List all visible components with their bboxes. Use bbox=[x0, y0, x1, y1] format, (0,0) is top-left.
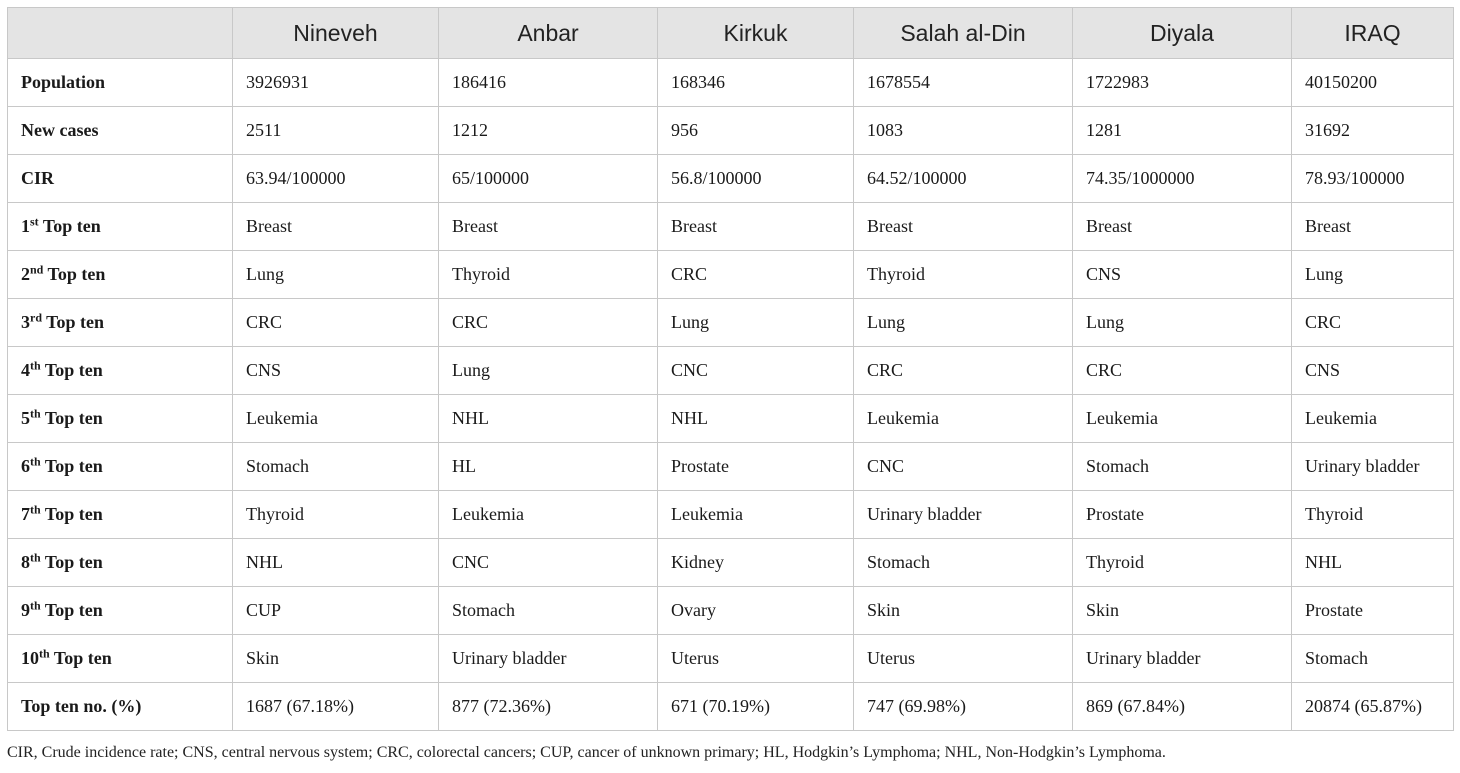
table-cell: 1722983 bbox=[1073, 59, 1292, 107]
row-label-ordinal: th bbox=[30, 598, 41, 613]
table-cell: CRC bbox=[1292, 299, 1454, 347]
table-cell: Breast bbox=[1292, 203, 1454, 251]
row-label-text: 8 bbox=[21, 552, 30, 572]
row-label bbox=[8, 683, 233, 731]
row-label bbox=[8, 395, 233, 443]
table-row bbox=[8, 251, 1454, 299]
table-cell: 747 (69.98%) bbox=[854, 683, 1073, 731]
table-row bbox=[8, 539, 1454, 587]
table-cell: 40150200 bbox=[1292, 59, 1454, 107]
table-cell: Thyroid bbox=[233, 491, 439, 539]
table-cell: 3926931 bbox=[233, 59, 439, 107]
table-row bbox=[8, 299, 1454, 347]
table-cell: Thyroid bbox=[1073, 539, 1292, 587]
table-row bbox=[8, 347, 1454, 395]
row-label-text: 7 bbox=[21, 504, 30, 524]
row-label-text: Top ten no. (%) bbox=[21, 696, 142, 716]
table-cell: 1212 bbox=[439, 107, 658, 155]
row-label-text: 6 bbox=[21, 456, 30, 476]
table-cell: 1687 (67.18%) bbox=[233, 683, 439, 731]
row-label bbox=[8, 539, 233, 587]
table-cell: CNS bbox=[233, 347, 439, 395]
table-cell: CRC bbox=[658, 251, 854, 299]
table-cell: Lung bbox=[233, 251, 439, 299]
table-row bbox=[8, 443, 1454, 491]
table-cell: 56.8/100000 bbox=[658, 155, 854, 203]
table-footnote: CIR, Crude incidence rate; CNS, central nervous system; CRC, colorectal cancers; CUP, cancer of unknown primary; HL, Hodgkin’s Lymphoma; NHL, Non-Hodgkin’s Lymphoma. bbox=[7, 744, 1166, 761]
table-cell: Breast bbox=[658, 203, 854, 251]
header-row bbox=[8, 8, 1454, 59]
table-cell: 2511 bbox=[233, 107, 439, 155]
table-cell: Urinary bladder bbox=[439, 635, 658, 683]
table-cell: Lung bbox=[439, 347, 658, 395]
table-cell: 78.93/100000 bbox=[1292, 155, 1454, 203]
row-label bbox=[8, 59, 233, 107]
table-cell: 869 (67.84%) bbox=[1073, 683, 1292, 731]
table-cell: 877 (72.36%) bbox=[439, 683, 658, 731]
table-row bbox=[8, 635, 1454, 683]
table-cell: Thyroid bbox=[854, 251, 1073, 299]
table-cell: Urinary bladder bbox=[1073, 635, 1292, 683]
row-label bbox=[8, 443, 233, 491]
table-cell: Lung bbox=[1073, 299, 1292, 347]
table-cell: 64.52/100000 bbox=[854, 155, 1073, 203]
table-cell: Lung bbox=[854, 299, 1073, 347]
table-cell: 20874 (65.87%) bbox=[1292, 683, 1454, 731]
table-cell: CRC bbox=[439, 299, 658, 347]
table-cell: Breast bbox=[1073, 203, 1292, 251]
table-cell: Leukemia bbox=[439, 491, 658, 539]
table-cell: 671 (70.19%) bbox=[658, 683, 854, 731]
table-row bbox=[8, 203, 1454, 251]
row-label bbox=[8, 155, 233, 203]
table-cell: Urinary bladder bbox=[1292, 443, 1454, 491]
header-cell: Diyala bbox=[1073, 8, 1292, 59]
table-cell: 63.94/100000 bbox=[233, 155, 439, 203]
row-label-suffix: Top ten bbox=[49, 648, 112, 668]
table-cell: 74.35/1000000 bbox=[1073, 155, 1292, 203]
header-cell: Anbar bbox=[439, 8, 658, 59]
table-row bbox=[8, 491, 1454, 539]
row-label-ordinal: nd bbox=[30, 262, 44, 277]
table-cell: Prostate bbox=[1073, 491, 1292, 539]
row-label-text: 10 bbox=[21, 648, 39, 668]
row-label-ordinal: th bbox=[30, 502, 41, 517]
row-label-suffix: Top ten bbox=[43, 264, 106, 284]
row-label bbox=[8, 491, 233, 539]
table-cell: 186416 bbox=[439, 59, 658, 107]
table-cell: Stomach bbox=[439, 587, 658, 635]
header-cell: Salah al-Din bbox=[854, 8, 1073, 59]
row-label bbox=[8, 635, 233, 683]
row-label-suffix: Top ten bbox=[40, 552, 103, 572]
table-cell: Skin bbox=[1073, 587, 1292, 635]
table-cell: NHL bbox=[439, 395, 658, 443]
row-label-suffix: Top ten bbox=[42, 312, 105, 332]
header-cell: Kirkuk bbox=[658, 8, 854, 59]
table-cell: Skin bbox=[233, 635, 439, 683]
row-label-text: 9 bbox=[21, 600, 30, 620]
cancer-incidence-table bbox=[7, 7, 1454, 731]
table-cell: 31692 bbox=[1292, 107, 1454, 155]
row-label-suffix: Top ten bbox=[40, 360, 103, 380]
table-cell: NHL bbox=[658, 395, 854, 443]
table-cell: CNS bbox=[1073, 251, 1292, 299]
table-row bbox=[8, 395, 1454, 443]
table-cell: 956 bbox=[658, 107, 854, 155]
row-label-ordinal: th bbox=[30, 406, 41, 421]
table-cell: Stomach bbox=[854, 539, 1073, 587]
table-cell: Thyroid bbox=[1292, 491, 1454, 539]
table-cell: Prostate bbox=[1292, 587, 1454, 635]
table-cell: Breast bbox=[854, 203, 1073, 251]
header-cell-blank bbox=[8, 8, 233, 59]
table-cell: NHL bbox=[1292, 539, 1454, 587]
table-cell: CUP bbox=[233, 587, 439, 635]
table-cell: NHL bbox=[233, 539, 439, 587]
row-label-suffix: Top ten bbox=[38, 216, 101, 236]
table-cell: Urinary bladder bbox=[854, 491, 1073, 539]
table-header bbox=[8, 8, 1454, 59]
row-label-text: 2 bbox=[21, 264, 30, 284]
table-cell: Stomach bbox=[1073, 443, 1292, 491]
table-cell: Breast bbox=[439, 203, 658, 251]
table-cell: Uterus bbox=[854, 635, 1073, 683]
row-label bbox=[8, 299, 233, 347]
table-cell: CNS bbox=[1292, 347, 1454, 395]
table-cell: Ovary bbox=[658, 587, 854, 635]
row-label bbox=[8, 203, 233, 251]
table-row bbox=[8, 155, 1454, 203]
table-body bbox=[8, 59, 1454, 731]
table-cell: 65/100000 bbox=[439, 155, 658, 203]
table-cell: Leukemia bbox=[854, 395, 1073, 443]
row-label-suffix: Top ten bbox=[40, 600, 103, 620]
row-label-ordinal: th bbox=[30, 550, 41, 565]
row-label bbox=[8, 251, 233, 299]
row-label bbox=[8, 107, 233, 155]
table-cell: Kidney bbox=[658, 539, 854, 587]
table-cell: Stomach bbox=[1292, 635, 1454, 683]
table-cell: Uterus bbox=[658, 635, 854, 683]
table-cell: CRC bbox=[1073, 347, 1292, 395]
table-cell: Lung bbox=[658, 299, 854, 347]
table-cell: Leukemia bbox=[1073, 395, 1292, 443]
header-cell: IRAQ bbox=[1292, 8, 1454, 59]
row-label-ordinal: th bbox=[39, 646, 50, 661]
table-cell: Leukemia bbox=[233, 395, 439, 443]
header-cell: Nineveh bbox=[233, 8, 439, 59]
row-label bbox=[8, 587, 233, 635]
table-cell: Lung bbox=[1292, 251, 1454, 299]
row-label-ordinal: th bbox=[30, 358, 41, 373]
row-label-suffix: Top ten bbox=[40, 504, 103, 524]
table-cell: CRC bbox=[233, 299, 439, 347]
table-cell: CRC bbox=[854, 347, 1073, 395]
row-label-text: 3 bbox=[21, 312, 30, 332]
row-label bbox=[8, 347, 233, 395]
row-label-text: 4 bbox=[21, 360, 30, 380]
table-cell: Leukemia bbox=[658, 491, 854, 539]
table-row bbox=[8, 683, 1454, 731]
row-label-ordinal: rd bbox=[30, 310, 42, 325]
row-label-text: 1 bbox=[21, 216, 30, 236]
row-label-ordinal: st bbox=[30, 214, 39, 229]
table-cell: 1083 bbox=[854, 107, 1073, 155]
table-cell: Prostate bbox=[658, 443, 854, 491]
row-label-suffix: Top ten bbox=[40, 456, 103, 476]
table-cell: Breast bbox=[233, 203, 439, 251]
table-cell: 1281 bbox=[1073, 107, 1292, 155]
row-label-suffix: Top ten bbox=[40, 408, 103, 428]
row-label-text: New cases bbox=[21, 120, 99, 140]
table-cell: 1678554 bbox=[854, 59, 1073, 107]
table-cell: Leukemia bbox=[1292, 395, 1454, 443]
table-cell: CNC bbox=[854, 443, 1073, 491]
row-label-text: Population bbox=[21, 72, 106, 92]
row-label-text: CIR bbox=[21, 168, 55, 188]
table-cell: Thyroid bbox=[439, 251, 658, 299]
row-label-text: 5 bbox=[21, 408, 30, 428]
table-row bbox=[8, 107, 1454, 155]
table-cell: 168346 bbox=[658, 59, 854, 107]
table-cell: CNC bbox=[439, 539, 658, 587]
table-cell: CNC bbox=[658, 347, 854, 395]
row-label-ordinal: th bbox=[30, 454, 41, 469]
table-row bbox=[8, 59, 1454, 107]
table-row bbox=[8, 587, 1454, 635]
table-cell: Stomach bbox=[233, 443, 439, 491]
table-cell: HL bbox=[439, 443, 658, 491]
table-cell: Skin bbox=[854, 587, 1073, 635]
